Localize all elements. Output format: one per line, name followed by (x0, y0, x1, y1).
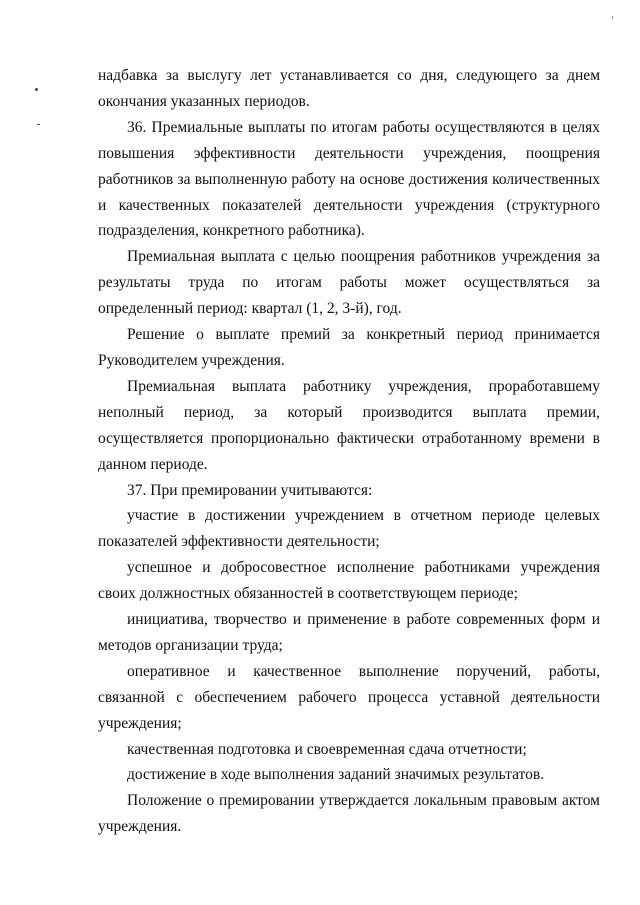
criteria-item: оперативное и качественное выполнение поручений, работы, связанной с обеспечением рабочего процесса уставной деятельности учреждения; (98, 662, 600, 732)
criteria-item: качественная подготовка и своевременная сдача отчетности; (127, 740, 527, 758)
scan-artifact-mark (612, 16, 613, 19)
paragraph-bonus-regulation: Положение о премировании утверждается локальным правовым актом учреждения. (98, 792, 600, 836)
criteria-item: достижение в ходе выполнения заданий значимых результатов. (127, 766, 545, 784)
document-body (98, 63, 600, 840)
paragraph-bonus-period: Премиальная выплата с целью поощрения работников учреждения за результаты труда по итогам работы может осуществляться за определенный период: квартал (1, 2, 3-й), год. (98, 248, 600, 318)
criteria-item: успешное и добросовестное исполнение работниками учреждения своих должностных обязанностей в соответствующем периоде; (98, 559, 600, 603)
criteria-item: инициатива, творчество и применение в работе современных форм и методов организации труда; (98, 611, 600, 654)
criteria-item: участие в достижении учреждением в отчетном периоде целевых показателей эффективности деятельности; (98, 507, 600, 551)
paragraph-partial-period: Премиальная выплата работнику учреждения, проработавшему неполный период, за который производится выплата премии, осуществляется пропорционально фактически отработанному времени в данном периоде. (98, 377, 600, 473)
scan-artifact-dot (35, 88, 38, 91)
paragraph-continuation: надбавка за выслугу лет устанавливается со дня, следующего за днем окончания указанных периодов. (98, 67, 600, 110)
paragraph-item-36: 36. Премиальные выплаты по итогам работы осуществляются в целях повышения эффективности деятельности учреждения, поощрения работников за выполненную работу на основе достижения количественных и качественных показателей деятельности учреждения (структурного подразделения, конкретного работника). (98, 118, 600, 240)
paragraph-bonus-decision: Решение о выплате премий за конкретный период принимается Руководителем учреждения. (98, 326, 600, 369)
paragraph-item-37: 37. При премировании учитываются: (127, 481, 373, 499)
scan-artifact-dash (37, 124, 40, 125)
